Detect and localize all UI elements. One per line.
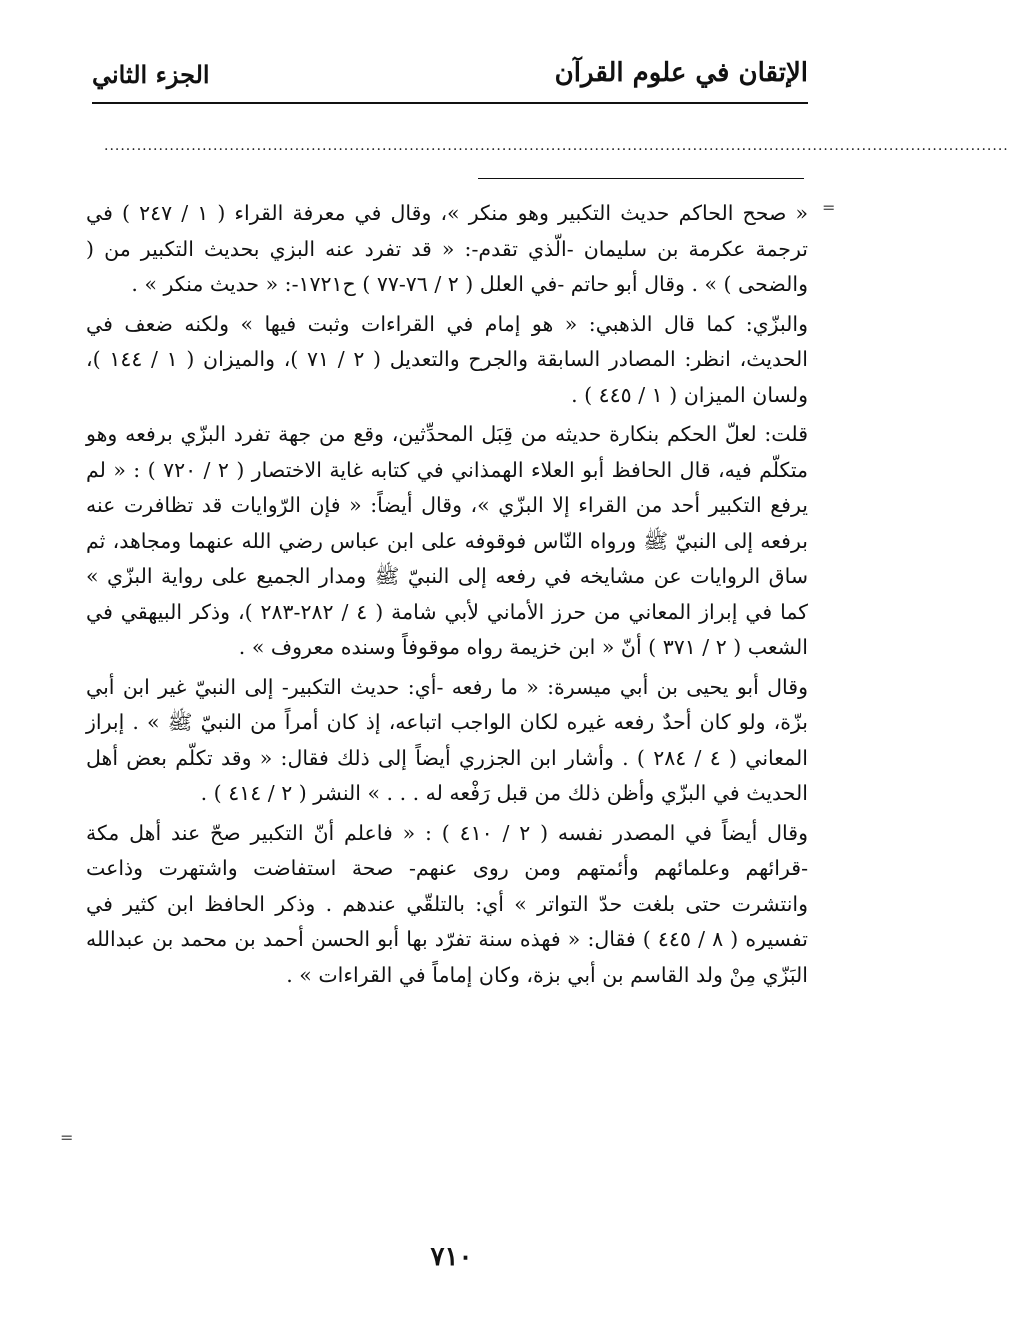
margin-mark-top: = — [822, 198, 836, 217]
page-header — [92, 52, 808, 104]
dotted-separator: ...................................................................................................................................................................... — [104, 138, 1009, 154]
footnote-body — [86, 196, 808, 1186]
page-number: ٧١٠ — [430, 1242, 473, 1272]
paragraph-3: قلت: لعلّ الحكم بنكارة حديثه من قِبَل المحدِّثين، وقع من جهة تفرد البزّي برفعه وهو متكلّم فيه، قال الحافظ أبو العلاء الهمذاني في كتابه غاية الاختصار ( ٢ / ٧٢٠ ) : « لم يرفع التكبير أحد من القراء إلا البزّي »، وقال أيضاً: « فإن الرّوايات قد تظافرت عنه برفعه إلى النبيّ ﷺ ورواه النّاس فوقوفه على ابن عباس رضي الله عنهما ومجاهد، ثم ساق الروايات عن مشايخه في رفعه إلى النبيّ ﷺ ومدار الجميع على رواية البزّي » كما في إبراز المعاني من حرز الأماني لأبي شامة ( ٤ / ٢٨٢-٢٨٣ )، وذكر البيهقي في الشعب ( ٢ / ٣٧١ ) أنّ « ابن خزيمة رواه موقوفاً وسنده معروف » . — [86, 422, 808, 659]
part-title: الجزء الثاني — [92, 60, 210, 89]
footnote-rule — [478, 178, 804, 179]
paragraph-2: والبزّي: كما قال الذهبي: « هو إمام في القراءات وثبت فيها » ولكنه ضعف في الحديث، انظر: المصادر السابقة والجرح والتعديل ( ٢ / ٧١ )، والميزان ( ١ / ١٤٤ )، ولسان الميزان ( ١ / ٤٤٥ ) . — [86, 311, 808, 407]
margin-mark-bottom: = — [60, 1128, 74, 1147]
paragraph-5: وقال أيضاً في المصدر نفسه ( ٢ / ٤١٠ ) : « فاعلم أنّ التكبير صحّ عند أهل مكة -قرائهم وعلمائهم وأئمتهم ومن روى عنهم- صحة استفاضت واشتهرت وذاعت وانتشرت حتى بلغت حدّ التواتر » أي: بالتلقّي عندهم . وذكر الحافظ ابن كثير في تفسيره ( ٨ / ٤٤٥ ) فقال: « فهذه سنة تفرّد بها أبو الحسن أحمد بن محمد بن عبدالله البَزّي مِنْ ولد القاسم بن أبي بزة، وكان إماماً في القراءات » . — [86, 820, 809, 987]
paragraph-1: « صحح الحاكم حديث التكبير وهو منكر »، وقال في معرفة القراء ( ١ / ٢٤٧ ) في ترجمة عكرمة بن سليمان -الّذي تقدم-: « قد تفرد عنه البزي بحديث التكبير من ( والضحى ) » . وقال أبو حاتم -في العلل ( ٢ / ٧٦-٧٧ ) ح١٧٢١-: « حديث منكر » . — [86, 201, 808, 296]
paragraph-4: وقال أبو يحيى بن أبي ميسرة: « ما رفعه -أي: حديث التكبير- إلى النبيّ غير ابن أبي بزّة، ولو كان أحدٌ رفعه غيره لكان الواجب اتباعه، إذ كان أمراً من النبيّ ﷺ » . إبراز المعاني ( ٤ / ٢٨٤ ) . وأشار ابن الجزري أيضاً إلى ذلك فقال: « وقد تكلّم بعض أهل الحديث في البزّي وأظن ذلك من قبل رَفْعه له . . . » النشر ( ٢ / ٤١٤ ) . — [86, 674, 808, 805]
book-title: الإتقان في علوم القرآن — [554, 58, 808, 88]
